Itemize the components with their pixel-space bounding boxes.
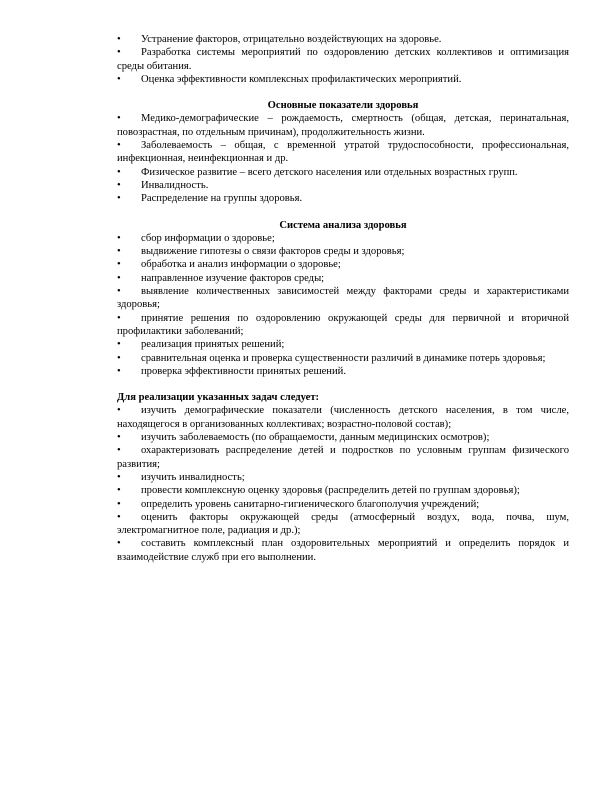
section-heading: Система анализа здоровья [279, 219, 407, 231]
list-item: • принятие решения по оздоровлению окружающей среды для первичной и вторичной профилактики заболеваний; [117, 312, 569, 337]
bullet-icon: • [117, 34, 121, 45]
bullet-icon: • [117, 259, 121, 271]
list-item: • выявление количественных зависимостей между факторами среды и характеристиками здоровья; [117, 286, 569, 311]
analysis-system-list [0, 232, 569, 378]
bullet-icon: • [117, 405, 121, 417]
list-item: • выдвижение гипотезы о связи факторов среды и здоровья; [117, 246, 405, 258]
tasks-list [0, 404, 569, 564]
bullet-icon: • [117, 312, 121, 324]
bullet-icon: • [117, 511, 121, 523]
list-item: • Оценка эффективности комплексных профилактических мероприятий. [117, 73, 462, 85]
list-item: • обработка и анализ информации о здоровье; [117, 259, 341, 271]
list-item: • Заболеваемость – общая, с временной утратой трудоспособности, профессиональная, инфекционная, неинфекционная и др. [117, 140, 569, 165]
bullet-icon: • [117, 272, 121, 284]
list-item: • Распределение на группы здоровья. [117, 193, 303, 205]
section-heading: Основные показатели здоровья [267, 100, 419, 112]
bullet-icon: • [117, 498, 121, 510]
intro-list [0, 33, 569, 86]
list-item: • сравнительная оценка и проверка существенности различий в динамике потерь здоровья; [117, 352, 546, 364]
bullet-icon: • [117, 538, 121, 550]
bullet-icon: • [117, 339, 121, 351]
bullet-icon: • [117, 286, 121, 298]
list-item: • составить комплексный план оздоровительных мероприятий и определить порядок и взаимодействие служб при его выполнении. [117, 538, 569, 563]
list-item: • изучить заболеваемость (по обращаемости, данным медицинских осмотров); [117, 432, 490, 444]
list-item: • определить уровень санитарно-гигиенического благополучия учреждений; [117, 498, 480, 510]
bullet-icon: • [117, 352, 121, 364]
bullet-icon: • [117, 113, 121, 125]
list-item: • Физическое развитие – всего детского населения или отдельных возрастных групп. [117, 166, 518, 178]
bullet-icon: • [117, 166, 121, 178]
bullet-icon: • [117, 432, 121, 444]
list-item: • Устранение факторов, отрицательно воздействующих на здоровье. [117, 34, 442, 45]
list-item: • реализация принятых решений; [117, 339, 285, 351]
bullet-icon: • [117, 246, 121, 258]
list-item: • сбор информации о здоровье; [117, 232, 275, 244]
list-item: • Медико-демографические – рождаемость, смертность (общая, детская, перинатальная, повозрастная, по отдельным причинам), продолжительность жизни. [117, 113, 569, 138]
bullet-icon: • [117, 140, 121, 152]
list-item: • охарактеризовать распределение детей и подростков по условным группам физического развития; [117, 445, 569, 470]
bullet-icon: • [117, 47, 121, 59]
bullet-icon: • [117, 445, 121, 457]
document-content [117, 33, 569, 564]
list-item: • изучить демографические показатели (численность детского населения, в том числе, находящегося в организованных коллективах; возрастно-половой состав); [117, 405, 569, 430]
bullet-icon: • [117, 365, 121, 377]
list-item: • провести комплексную оценку здоровья (распределить детей по группам здоровья); [117, 485, 520, 497]
list-item: • изучить инвалидность; [117, 471, 245, 483]
list-item: • Разработка системы мероприятий по оздоровлению детских коллективов и оптимизация среды обитания. [117, 47, 569, 72]
bullet-icon: • [117, 471, 121, 483]
bullet-icon: • [117, 232, 121, 244]
list-item: • направленное изучение факторов среды; [117, 272, 325, 284]
health-indicators-list [0, 112, 569, 205]
bullet-icon: • [117, 73, 121, 85]
list-item: • оценить факторы окружающей среды (атмосферный воздух, вода, почва, шум, электромагнитное поле, радиация и др.); [117, 511, 569, 537]
list-item: • проверка эффективности принятых решений. [117, 365, 346, 377]
bullet-icon: • [117, 193, 121, 205]
tasks-heading: Для реализации указанных задач следует: [117, 392, 320, 404]
list-item: • Инвалидность. [117, 179, 209, 191]
bullet-icon: • [117, 485, 121, 497]
bullet-icon: • [117, 179, 121, 191]
